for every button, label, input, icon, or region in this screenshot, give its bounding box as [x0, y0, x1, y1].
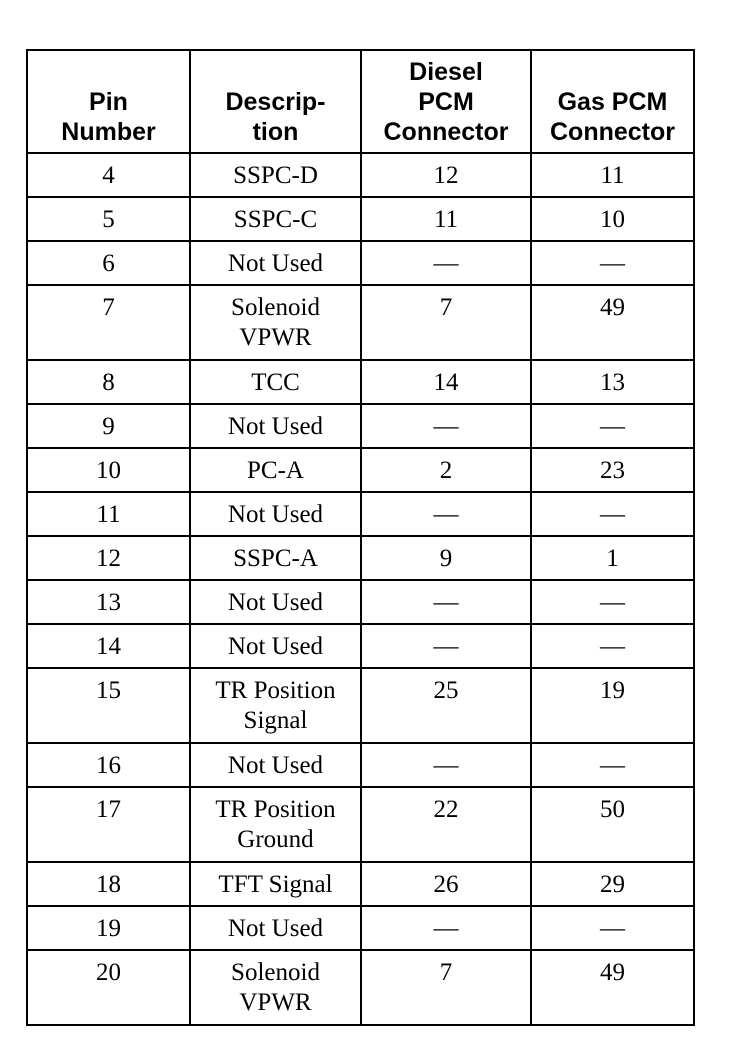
header-line: Gas PCM [557, 88, 668, 116]
pin-connector-table [26, 49, 695, 1026]
cell-pin-number-text: 12 [96, 545, 121, 572]
cell-description-text: Signal [243, 707, 308, 734]
table-row [27, 285, 694, 360]
cell-gas-pcm-connector-text: 50 [600, 796, 625, 823]
cell-gas-pcm-connector-text: 1 [606, 545, 619, 572]
cell-diesel-pcm-connector [361, 197, 531, 241]
cell-description [190, 862, 361, 906]
cell-diesel-pcm-connector [361, 448, 531, 492]
cell-description [190, 950, 361, 1025]
cell-gas-pcm-connector [531, 580, 694, 624]
table-row [27, 787, 694, 862]
cell-description-text: VPWR [239, 989, 312, 1016]
cell-gas-pcm-connector-text: 10 [600, 206, 625, 233]
header-line: Pin [89, 88, 128, 116]
header-line: Descrip- [225, 88, 326, 116]
table-row [27, 536, 694, 580]
cell-description [190, 624, 361, 668]
cell-diesel-pcm-connector [361, 153, 531, 197]
cell-gas-pcm-connector-text: — [600, 589, 625, 616]
cell-pin-number [27, 536, 190, 580]
header-description [190, 50, 361, 153]
header-diesel-pcm-connector [361, 50, 531, 153]
table-body [27, 153, 694, 1025]
cell-pin-number [27, 241, 190, 285]
cell-pin-number [27, 448, 190, 492]
cell-gas-pcm-connector [531, 492, 694, 536]
cell-description [190, 787, 361, 862]
header-line: Diesel [409, 58, 483, 86]
cell-description-text: Not Used [227, 589, 324, 616]
cell-gas-pcm-connector [531, 950, 694, 1025]
table-row [27, 448, 694, 492]
cell-diesel-pcm-connector [361, 536, 531, 580]
cell-description [190, 743, 361, 787]
cell-description-text: TR Position [215, 796, 336, 823]
cell-pin-number [27, 492, 190, 536]
cell-gas-pcm-connector [531, 624, 694, 668]
table-row [27, 153, 694, 197]
cell-gas-pcm-connector-text: 19 [600, 677, 625, 704]
cell-pin-number-text: 14 [96, 633, 121, 660]
cell-pin-number-text: 17 [96, 796, 121, 823]
cell-description-text: Not Used [227, 633, 324, 660]
table-row [27, 492, 694, 536]
header-line: PCM [418, 88, 474, 116]
cell-gas-pcm-connector-text: — [600, 633, 625, 660]
header-row [27, 50, 694, 153]
cell-gas-pcm-connector [531, 241, 694, 285]
cell-description [190, 906, 361, 950]
cell-diesel-pcm-connector-text: 2 [439, 457, 453, 484]
cell-pin-number [27, 580, 190, 624]
cell-gas-pcm-connector-text: — [600, 250, 625, 277]
cell-description-text: SSPC-D [233, 162, 318, 189]
cell-description [190, 241, 361, 285]
table-header [27, 50, 694, 153]
cell-diesel-pcm-connector [361, 862, 531, 906]
cell-pin-number [27, 285, 190, 360]
table-row [27, 404, 694, 448]
cell-gas-pcm-connector-text: — [600, 752, 625, 779]
cell-pin-number-text: 5 [102, 206, 115, 233]
cell-pin-number [27, 906, 190, 950]
cell-description-text: TR Position [215, 677, 336, 704]
cell-diesel-pcm-connector [361, 580, 531, 624]
cell-description-text: Not Used [227, 413, 324, 440]
cell-diesel-pcm-connector [361, 668, 531, 743]
cell-pin-number [27, 862, 190, 906]
cell-description-text: Not Used [227, 752, 324, 779]
cell-diesel-pcm-connector-text: 7 [439, 294, 453, 321]
cell-diesel-pcm-connector-text: 7 [439, 959, 453, 986]
cell-pin-number-text: 8 [102, 369, 115, 396]
table-row [27, 580, 694, 624]
table-row [27, 624, 694, 668]
cell-gas-pcm-connector [531, 360, 694, 404]
cell-diesel-pcm-connector [361, 492, 531, 536]
cell-diesel-pcm-connector [361, 404, 531, 448]
cell-gas-pcm-connector-text: — [600, 915, 625, 942]
table-row [27, 743, 694, 787]
cell-diesel-pcm-connector [361, 743, 531, 787]
cell-pin-number-text: 9 [102, 413, 115, 440]
cell-description-text: Solenoid [231, 959, 320, 986]
cell-gas-pcm-connector-text: 23 [600, 457, 625, 484]
cell-gas-pcm-connector [531, 448, 694, 492]
cell-diesel-pcm-connector [361, 624, 531, 668]
table-row [27, 862, 694, 906]
cell-diesel-pcm-connector-text: — [433, 633, 459, 660]
table-row [27, 360, 694, 404]
cell-pin-number [27, 404, 190, 448]
table-row [27, 241, 694, 285]
cell-pin-number [27, 153, 190, 197]
cell-diesel-pcm-connector [361, 241, 531, 285]
cell-diesel-pcm-connector-text: 9 [439, 545, 453, 572]
header-gas-pcm-connector [531, 50, 694, 153]
cell-pin-number-text: 20 [96, 959, 121, 986]
cell-diesel-pcm-connector-text: 14 [433, 369, 459, 396]
cell-pin-number [27, 360, 190, 404]
cell-gas-pcm-connector [531, 404, 694, 448]
cell-gas-pcm-connector [531, 668, 694, 743]
header-line: tion [252, 118, 299, 146]
cell-pin-number-text: 7 [102, 294, 115, 321]
cell-gas-pcm-connector [531, 197, 694, 241]
cell-description [190, 197, 361, 241]
table-row [27, 197, 694, 241]
cell-description-text: TCC [251, 369, 300, 396]
cell-diesel-pcm-connector-text: 22 [433, 796, 459, 823]
table-row [27, 906, 694, 950]
cell-description [190, 360, 361, 404]
cell-pin-number [27, 624, 190, 668]
header-line: Connector [383, 118, 509, 146]
cell-pin-number-text: 10 [96, 457, 121, 484]
cell-pin-number-text: 18 [96, 871, 121, 898]
header-line: Number [61, 118, 156, 146]
cell-pin-number [27, 787, 190, 862]
cell-gas-pcm-connector [531, 536, 694, 580]
cell-description-text: Solenoid [231, 294, 320, 321]
table-row [27, 950, 694, 1025]
cell-diesel-pcm-connector-text: 12 [433, 162, 459, 189]
cell-diesel-pcm-connector-text: — [433, 250, 459, 277]
cell-gas-pcm-connector [531, 743, 694, 787]
cell-diesel-pcm-connector [361, 787, 531, 862]
cell-description [190, 580, 361, 624]
cell-diesel-pcm-connector [361, 950, 531, 1025]
cell-diesel-pcm-connector-text: — [433, 413, 459, 440]
cell-diesel-pcm-connector-text: 26 [433, 871, 459, 898]
cell-gas-pcm-connector [531, 787, 694, 862]
cell-gas-pcm-connector [531, 862, 694, 906]
cell-gas-pcm-connector [531, 906, 694, 950]
cell-diesel-pcm-connector-text: 11 [433, 206, 459, 233]
cell-description [190, 448, 361, 492]
cell-description [190, 404, 361, 448]
cell-pin-number-text: 15 [96, 677, 121, 704]
cell-pin-number-text: 19 [96, 915, 121, 942]
cell-diesel-pcm-connector-text: — [433, 589, 459, 616]
cell-diesel-pcm-connector-text: — [433, 915, 459, 942]
cell-description-text: Not Used [227, 501, 324, 528]
cell-description [190, 668, 361, 743]
cell-pin-number-text: 4 [102, 162, 115, 189]
cell-diesel-pcm-connector [361, 360, 531, 404]
table-row [27, 668, 694, 743]
cell-pin-number-text: 6 [102, 250, 115, 277]
cell-diesel-pcm-connector-text: — [433, 501, 459, 528]
cell-description-text: VPWR [239, 324, 312, 351]
cell-description [190, 285, 361, 360]
cell-gas-pcm-connector-text: 49 [600, 294, 625, 321]
cell-description-text: PC-A [247, 457, 304, 484]
cell-description [190, 536, 361, 580]
cell-description-text: SSPC-A [233, 545, 318, 572]
cell-gas-pcm-connector-text: 49 [600, 959, 625, 986]
cell-diesel-pcm-connector [361, 285, 531, 360]
cell-pin-number [27, 197, 190, 241]
cell-description-text: Not Used [227, 250, 324, 277]
cell-description-text: Ground [237, 826, 314, 853]
cell-description-text: Not Used [227, 915, 324, 942]
cell-diesel-pcm-connector [361, 906, 531, 950]
cell-gas-pcm-connector-text: 13 [600, 369, 625, 396]
cell-gas-pcm-connector [531, 285, 694, 360]
cell-description-text: TFT Signal [218, 871, 333, 898]
cell-pin-number [27, 950, 190, 1025]
cell-description [190, 492, 361, 536]
cell-pin-number [27, 743, 190, 787]
cell-pin-number-text: 11 [96, 501, 121, 528]
cell-gas-pcm-connector-text: 11 [600, 162, 625, 189]
cell-gas-pcm-connector-text: — [600, 413, 625, 440]
cell-pin-number-text: 16 [96, 752, 121, 779]
cell-description-text: SSPC-C [233, 206, 318, 233]
cell-gas-pcm-connector [531, 153, 694, 197]
cell-diesel-pcm-connector-text: — [433, 752, 459, 779]
cell-pin-number-text: 13 [96, 589, 121, 616]
header-line: Connector [550, 118, 675, 146]
cell-description [190, 153, 361, 197]
cell-gas-pcm-connector-text: 29 [600, 871, 625, 898]
cell-gas-pcm-connector-text: — [600, 501, 625, 528]
cell-diesel-pcm-connector-text: 25 [433, 677, 459, 704]
header-pin-number [27, 50, 190, 153]
cell-pin-number [27, 668, 190, 743]
